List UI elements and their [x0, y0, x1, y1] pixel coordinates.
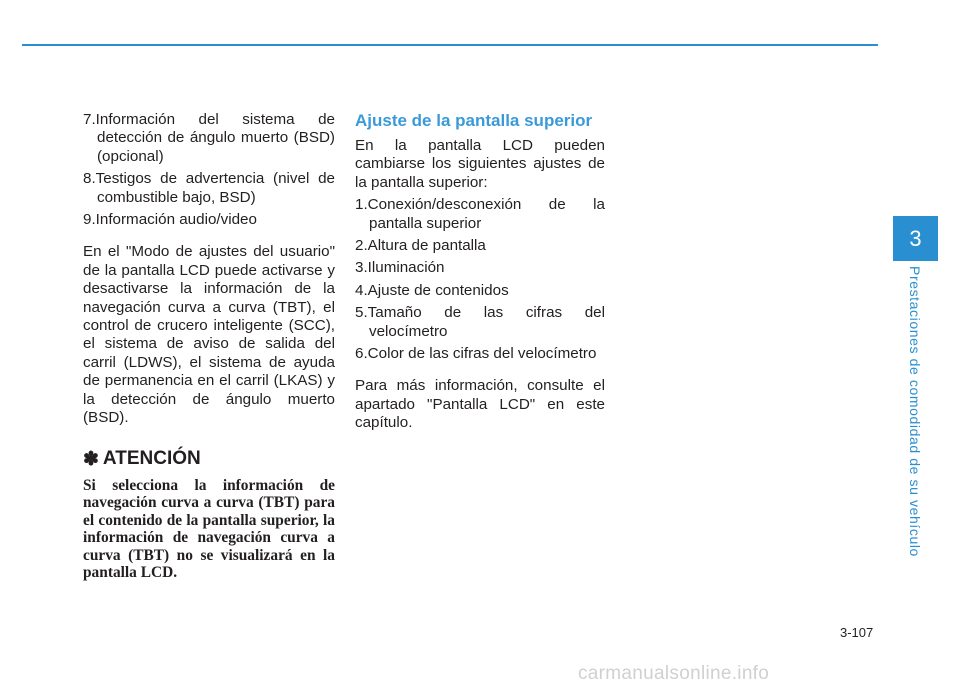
list-item: 8.Testigos de advertencia (nivel de combustible bajo, BSD) — [83, 170, 335, 206]
caution-title: ATENCIÓN — [102, 447, 201, 469]
list-item: 6.Color de las cifras del velocímetro — [355, 345, 597, 363]
watermark: carmanualsonline.info — [578, 663, 770, 684]
caution-heading — [83, 447, 335, 470]
left-column — [83, 111, 335, 582]
closing-paragraph: Para más información, consulte el apartado "Pantalla LCD" en este capítulo. — [355, 377, 605, 432]
caution-text: Si selecciona la información de navegación curva a curva (TBT) para el contenido de la pantalla superior, la información de navegación curva a curva (TBT) no se visualizará en la pantalla LCD. — [83, 476, 335, 582]
caution-star-icon: ✽ — [83, 448, 99, 470]
page-number: 3-107 — [840, 625, 874, 640]
chapter-title: Prestaciones de comodidad de su vehículo — [907, 266, 923, 557]
right-column — [355, 111, 605, 433]
list-item: 9.Información audio/video — [83, 211, 257, 229]
list-item: 5.Tamaño de las cifras del velocímetro — [355, 304, 605, 340]
list-item: 1.Conexión/desconexión de la pantalla superior — [355, 196, 605, 232]
section-title: Ajuste de la pantalla superior — [355, 111, 593, 130]
intro-paragraph: En la pantalla LCD pueden cambiarse los siguientes ajustes de la pantalla superior: — [355, 137, 605, 191]
list-item: 4.Ajuste de contenidos — [355, 281, 509, 299]
chapter-tab: 3 — [893, 216, 938, 261]
list-item: 3.Iluminación — [355, 259, 445, 277]
list-item: 2.Altura de pantalla — [355, 237, 486, 255]
user-settings-paragraph: En el "Modo de ajustes del usuario" de la pantalla LCD puede activarse y desactivarse la información de la navegación curva a curva (TBT), el control de crucero inteligente (SCC), el sistema de aviso de salida del carril (LDWS), el sistema de ayuda de permanencia en el carril (LKAS) y la detección de ángulo muerto (BSD). — [83, 243, 335, 427]
header-rule — [22, 44, 878, 46]
list-item: 7.Información del sistema de detección de ángulo muerto (BSD) (opcional) — [83, 111, 335, 165]
